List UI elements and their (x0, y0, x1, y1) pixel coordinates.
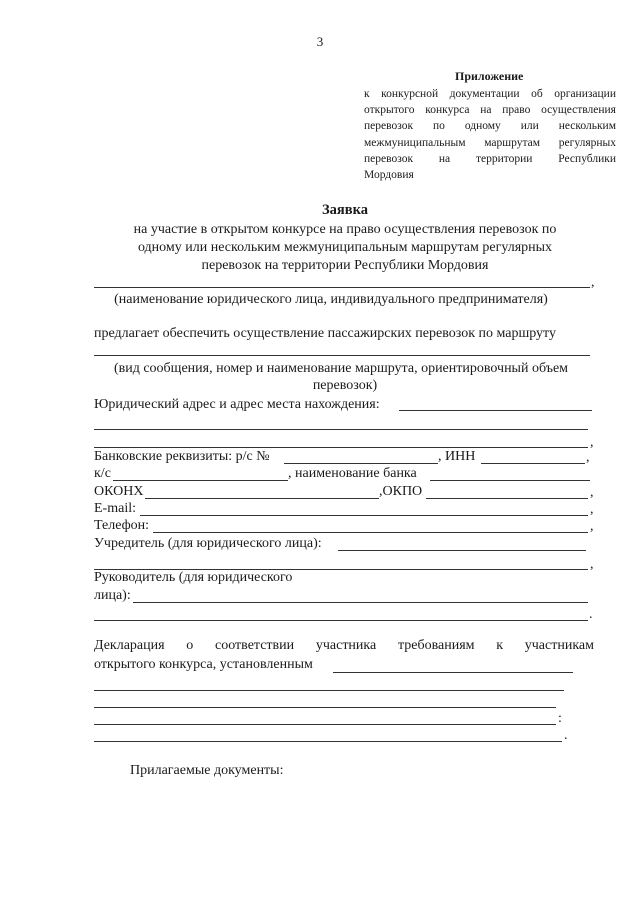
bank-name-field[interactable] (430, 480, 590, 481)
appendix-word: нескольким (558, 120, 616, 133)
form-title: Заявка (322, 202, 368, 218)
appendix-line (364, 167, 616, 183)
org-name-caption: (наименование юридического лица, индивидуального предпринимателя) (114, 292, 548, 307)
appendix-word: межмуниципальным (364, 136, 466, 149)
appendix-word: конкурсной (381, 88, 439, 100)
declaration-field-1[interactable] (333, 672, 573, 673)
form-subtitle-line-3: перевозок на территории Республики Мордовия (201, 258, 489, 273)
declaration-field-5[interactable] (94, 741, 562, 742)
head-label-line-2: лица): (94, 588, 131, 603)
appendix-word: перевозок (364, 152, 414, 165)
okpo-field[interactable] (426, 498, 588, 499)
inn-comma: , (586, 450, 590, 465)
okonh-label: ОКОНХ (94, 484, 144, 499)
appendix-word: территории (475, 152, 533, 165)
appendix-word: на (438, 152, 451, 165)
address-label: Юридический адрес и адрес места нахождения: (94, 397, 380, 412)
phone-field[interactable] (153, 532, 588, 533)
appendix-line (364, 102, 616, 118)
org-name-field[interactable] (94, 287, 590, 288)
okpo-comma: , (590, 485, 594, 500)
page-number: 3 (316, 34, 324, 49)
phone-comma: , (590, 519, 594, 534)
declaration-word: участника (315, 638, 377, 653)
org-name-comma: , (591, 275, 595, 290)
offer-text: предлагает обеспечить осуществление пассажирских перевозок по маршруту (94, 326, 556, 341)
appendix-word: открытого (364, 104, 415, 117)
declaration-line-1 (94, 638, 594, 654)
okonh-field[interactable] (145, 498, 379, 499)
form-subtitle-line-2: одному или нескольким межмуниципальным маршрутам регулярных (137, 240, 553, 255)
declaration-colon: : (558, 711, 562, 726)
appendix-word: Мордовия (364, 169, 414, 182)
okpo-label: ,ОКПО (379, 484, 423, 499)
appendix-line (364, 86, 616, 102)
appendix-word: Республики (558, 152, 616, 165)
appendix-line (364, 135, 616, 151)
bank-account-label: Банковские реквизиты: р/с № (94, 449, 270, 464)
appendix-word: к (364, 88, 370, 100)
declaration-field-4[interactable] (94, 724, 556, 725)
inn-field[interactable] (481, 463, 585, 464)
phone-label: Телефон: (94, 518, 150, 533)
route-caption-line-2: перевозок) (312, 378, 378, 393)
declaration-word: требованиям (397, 638, 475, 653)
form-subtitle-line-1: на участие в открытом конкурсе на право осуществления перевозок по (133, 222, 557, 237)
appendix-title: Приложение (455, 69, 524, 83)
appendix-word: на (480, 104, 492, 117)
route-caption-line-1: (вид сообщения, номер и наименование маршрута, ориентировочный объем (113, 361, 569, 376)
head-label-line-1: Руководитель (для юридического (94, 570, 293, 585)
appendix-word: маршрутам (484, 136, 541, 149)
bank-account-field[interactable] (284, 463, 438, 464)
appendix-word: одному (464, 120, 501, 133)
appendix-word: об (531, 88, 543, 100)
appendix-text (364, 86, 616, 183)
ks-field[interactable] (113, 480, 288, 481)
declaration-word: Декларация (94, 638, 165, 653)
appendix-line (364, 118, 616, 134)
founder-comma: , (590, 557, 594, 572)
head-field-2[interactable] (94, 620, 588, 621)
address-field-2[interactable] (94, 429, 588, 430)
declaration-word: участникам (524, 638, 594, 653)
appendix-word: регулярных (558, 136, 616, 149)
appendix-word: конкурса (425, 104, 470, 117)
address-comma: , (590, 435, 594, 450)
head-field-1[interactable] (133, 602, 588, 603)
appendix-word: организации (554, 88, 616, 100)
declaration-field-2[interactable] (94, 690, 564, 691)
declaration-word: к (496, 638, 504, 653)
email-comma: , (590, 502, 594, 517)
appendix-word: по (432, 120, 445, 133)
founder-label: Учредитель (для юридического лица): (94, 536, 322, 551)
email-label: E-mail: (94, 501, 136, 516)
appendix-word: осуществления (541, 104, 616, 117)
appendix-word: право (502, 104, 531, 117)
route-field[interactable] (94, 355, 590, 356)
bank-name-label: , наименование банка (288, 466, 417, 481)
founder-field-1[interactable] (338, 550, 586, 551)
declaration-period: . (564, 728, 568, 743)
declaration-line-2: открытого конкурса, установленным (94, 657, 313, 672)
declaration-word: о (186, 638, 194, 653)
email-field[interactable] (140, 515, 588, 516)
appendix-line (364, 151, 616, 167)
appendix-word: перевозок (364, 120, 414, 133)
declaration-field-3[interactable] (94, 707, 556, 708)
head-period: . (589, 607, 593, 622)
inn-label: , ИНН (438, 449, 476, 464)
address-field-1[interactable] (399, 410, 592, 411)
appendix-word: документации (449, 88, 520, 100)
declaration-word: соответствии (215, 638, 295, 653)
attached-documents-label: Прилагаемые документы: (130, 763, 284, 778)
ks-label: к/с (94, 466, 111, 481)
appendix-word: или (520, 120, 539, 133)
